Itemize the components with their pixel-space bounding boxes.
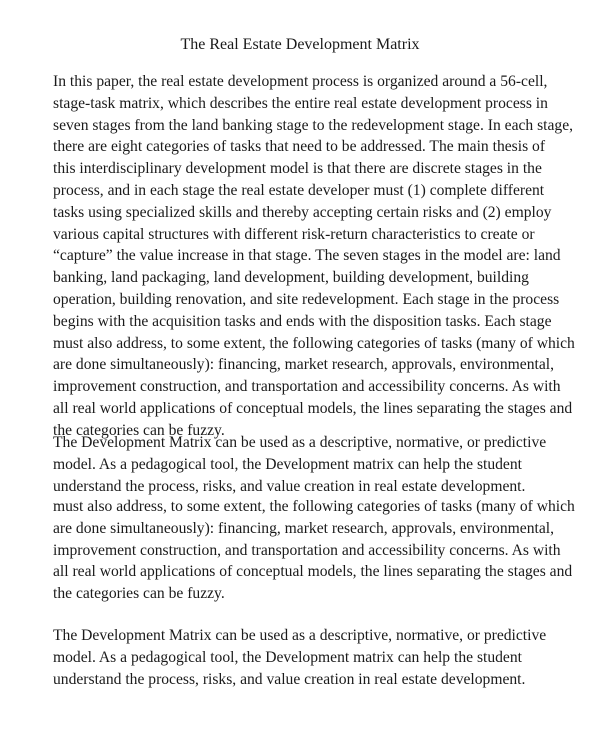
text-line: stage-task matrix, which describes the entire real estate development process in	[53, 94, 548, 112]
text-line: The Development Matrix can be used as a descriptive, normative, or predictive	[53, 627, 547, 644]
paragraph-repeated-categories	[53, 496, 593, 605]
document-title: The Real Estate Development Matrix	[180, 36, 420, 53]
paragraph-development-matrix	[53, 432, 593, 497]
text-line: In this paper, the real estate development process is organized around a 56-cell,	[53, 73, 548, 90]
text-line: improvement construction, and transportation and accessibility concerns. As with	[53, 541, 561, 559]
text-line: various capital structures with different risk-return characteristics to create or	[53, 225, 535, 243]
text-line: “capture” the value increase in that stage. The seven stages in the model are: land	[53, 247, 561, 265]
text-line: improvement construction, and transportation and accessibility concerns. As with	[53, 378, 561, 396]
text-line: are done simultaneously): financing, market research, approvals, environmental,	[53, 356, 554, 374]
text-line: there are eight categories of tasks that need to be addressed. The main thesis of	[53, 138, 546, 156]
text-line: understand the process, risks, and value creation in real estate development.	[53, 670, 526, 688]
text-line: begins with the acquisition tasks and ends with the disposition tasks. Each stage	[53, 312, 552, 330]
text-line: seven stages from the land banking stage to the redevelopment stage. In each stage,	[53, 116, 574, 134]
text-line: understand the process, risks, and value creation in real estate development.	[53, 477, 526, 495]
text-line: must also address, to some extent, the following categories of tasks (many of which	[53, 334, 575, 352]
text-line: are done simultaneously): financing, market research, approvals, environmental,	[53, 519, 554, 537]
text-line: model. As a pedagogical tool, the Development matrix can help the student	[53, 455, 522, 473]
paragraph-intro	[53, 71, 593, 442]
text-line: model. As a pedagogical tool, the Development matrix can help the student	[53, 648, 522, 666]
text-line: process, and in each stage the real estate developer must (1) complete different	[53, 181, 545, 199]
text-line: tasks using specialized skills and thereby accepting certain risks and (2) employ	[53, 203, 552, 221]
text-line: all real world applications of conceptual models, the lines separating the stages and	[53, 399, 573, 417]
text-line: The Development Matrix can be used as a descriptive, normative, or predictive	[53, 434, 547, 451]
text-line: banking, land packaging, land development, building development, building	[53, 269, 529, 287]
paragraph-development-matrix-repeat	[53, 625, 593, 690]
text-line: must also address, to some extent, the following categories of tasks (many of which	[53, 498, 575, 515]
text-line: this interdisciplinary development model is that there are discrete stages in the	[53, 160, 542, 178]
text-line: all real world applications of conceptual models, the lines separating the stages and	[53, 563, 573, 581]
text-line: the categories can be fuzzy.	[53, 585, 225, 603]
text-line: operation, building renovation, and site redevelopment. Each stage in the process	[53, 290, 560, 308]
text-line: the categories can be fuzzy.	[53, 421, 225, 439]
